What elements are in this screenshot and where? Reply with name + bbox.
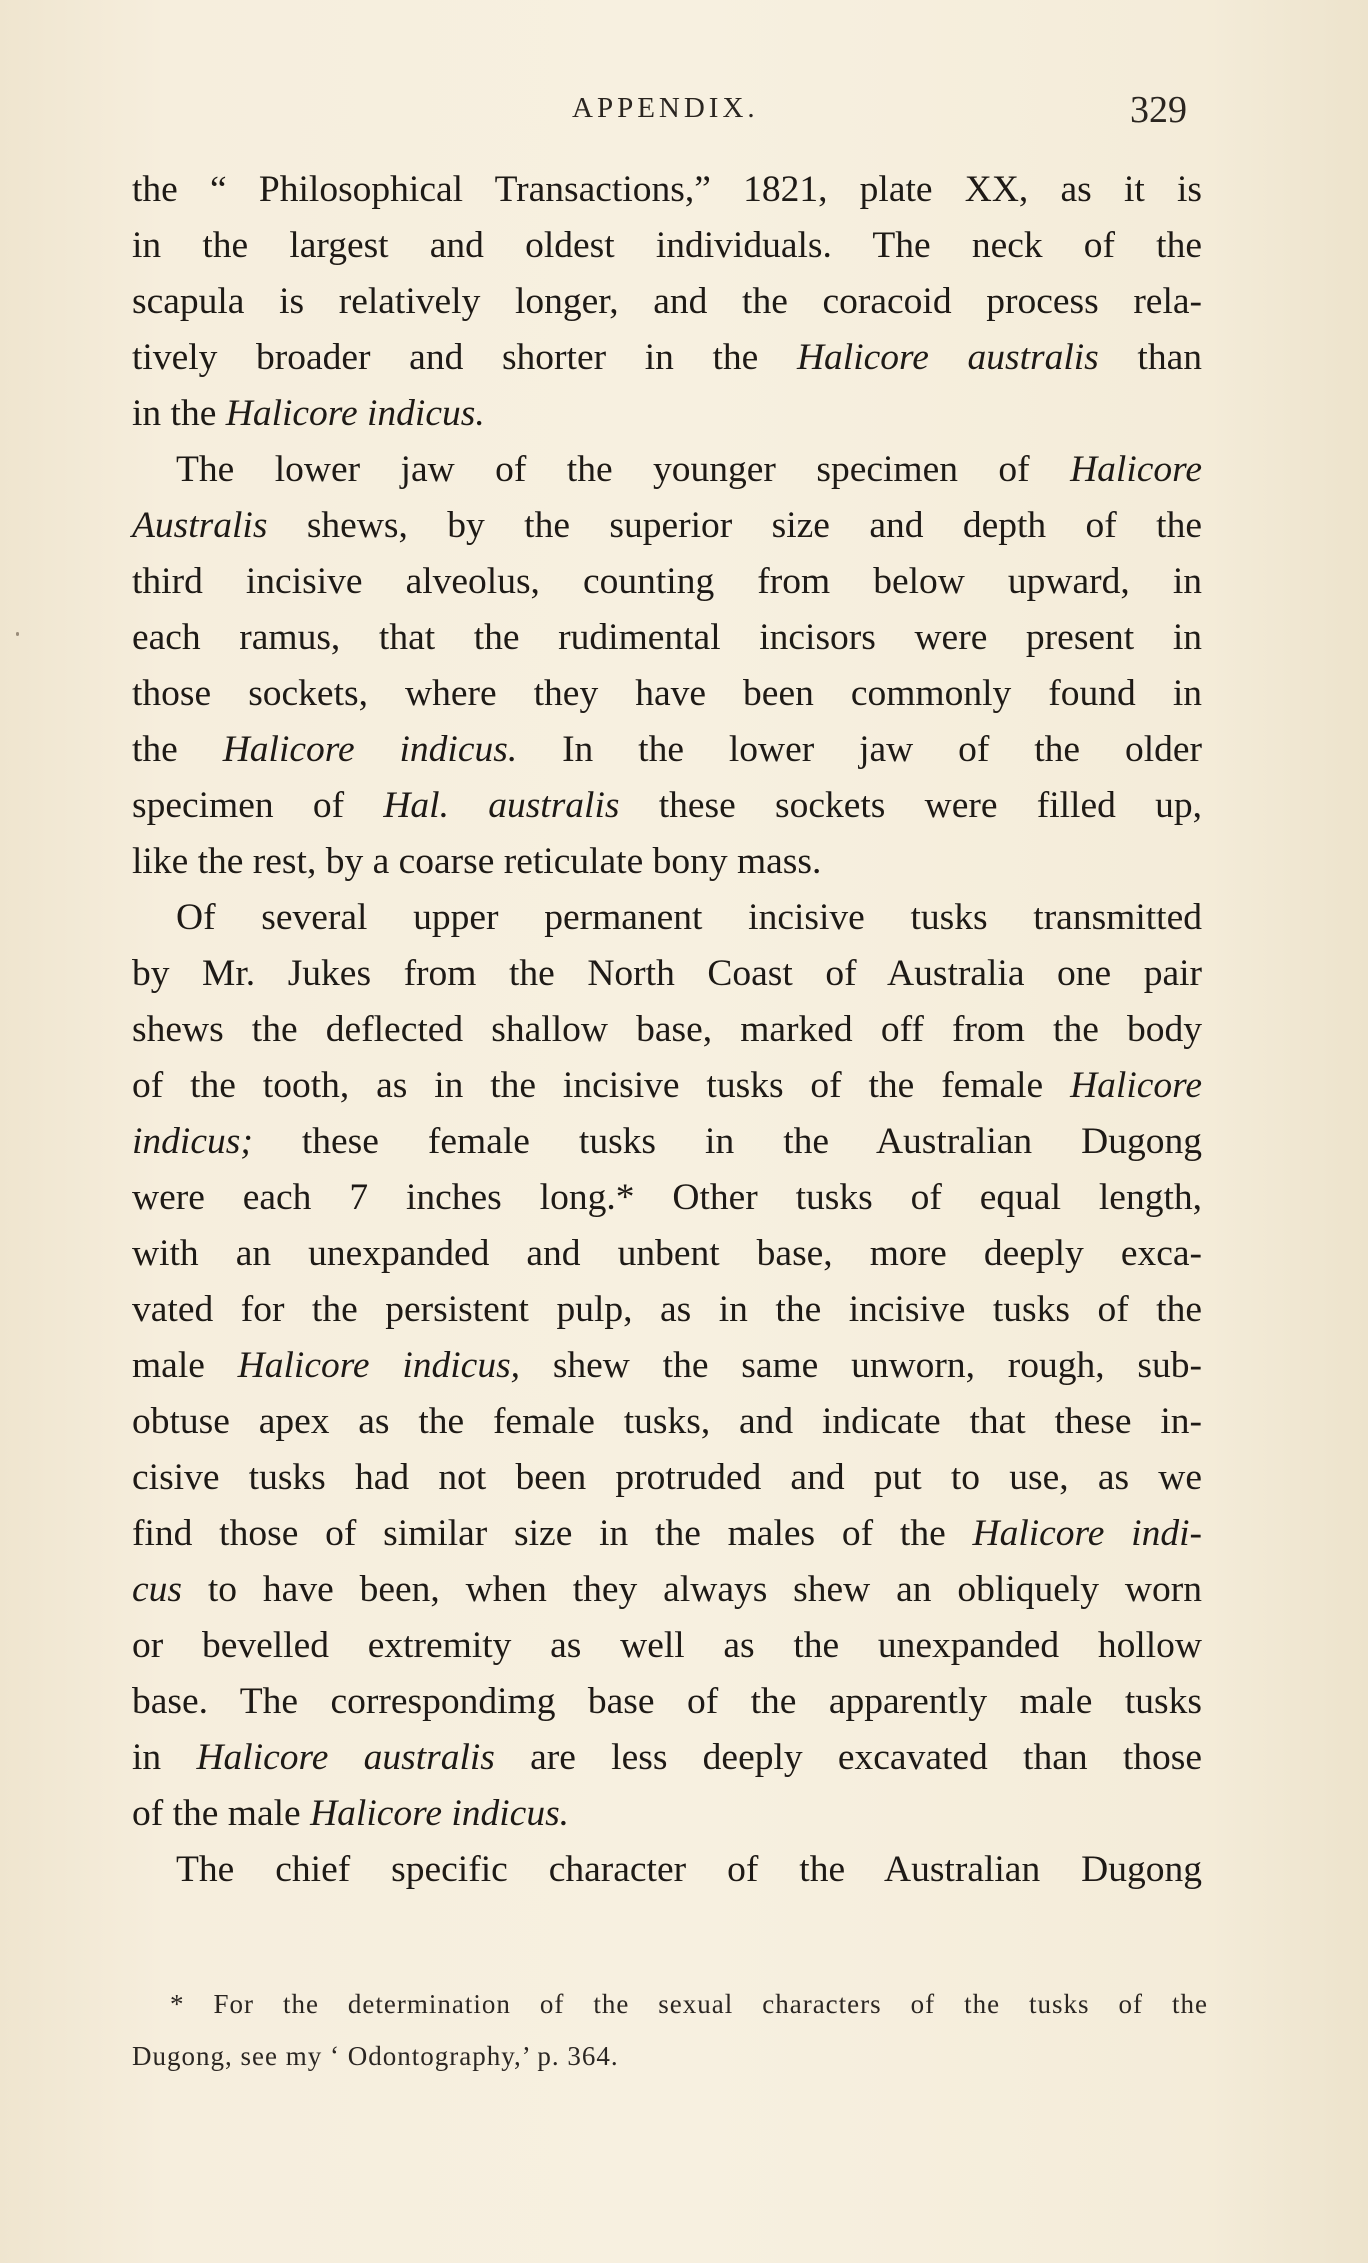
text-run: obtuse apex as the female tusks, and indicate that these in- <box>132 1401 1202 1442</box>
text-line <box>132 1338 1202 1394</box>
text-run: tively broader and shorter in the <box>132 337 797 378</box>
text-run: were each 7 inches long.* Other tusks of equal length, <box>132 1177 1202 1218</box>
paper-speck <box>16 632 19 636</box>
text-run: base. The correspondimg base of the apparently male tusks <box>132 1681 1202 1722</box>
text-run: these female tusks in the Australian Dugong <box>252 1121 1202 1162</box>
text-run: like the rest, by a coarse reticulate bony mass. <box>132 841 822 882</box>
text-run: male <box>132 1345 238 1386</box>
text-run: The lower jaw of the younger specimen of <box>176 449 1071 490</box>
text-run: those sockets, where they have been commonly found in <box>132 673 1202 714</box>
footnote <box>132 1978 1208 2082</box>
text-run: In the lower jaw of the older <box>517 729 1202 770</box>
text-line <box>132 386 1202 442</box>
text-line <box>132 1786 1202 1842</box>
text-line <box>132 834 1202 890</box>
text-run: or bevelled extremity as well as the unexpanded hollow <box>132 1625 1202 1666</box>
italic-term: cus <box>132 1569 182 1610</box>
text-line <box>132 498 1202 554</box>
text-line <box>132 1170 1202 1226</box>
text-run: find those of similar size in the males of the <box>132 1513 973 1554</box>
italic-term: indicus; <box>132 1121 253 1162</box>
running-title: APPENDIX. <box>572 92 759 124</box>
text-line <box>132 1730 1202 1786</box>
text-run: shews the deflected shallow base, marked off from the body <box>132 1009 1202 1050</box>
text-run: specimen of <box>132 785 384 826</box>
italic-term: Australis <box>132 505 268 546</box>
text-line <box>132 1618 1202 1674</box>
text-line <box>132 1114 1202 1170</box>
text-line <box>132 1674 1202 1730</box>
text-line <box>132 1058 1202 1114</box>
text-line <box>132 1506 1202 1562</box>
text-run: than <box>1098 337 1202 378</box>
text-line <box>132 218 1202 274</box>
text-run: in the <box>132 393 226 434</box>
text-run: are less deeply excavated than those <box>494 1737 1203 1778</box>
text-line <box>132 274 1202 330</box>
text-line <box>132 1394 1202 1450</box>
text-run: Of several upper permanent incisive tusks transmitted <box>176 897 1202 938</box>
italic-term: Hal. australis <box>383 785 620 826</box>
footnote-line: Dugong, see my ‘ Odontography,’ p. 364. <box>132 2041 619 2071</box>
text-line <box>132 1842 1202 1898</box>
text-line <box>132 666 1202 722</box>
italic-term: Halicore australis <box>196 1737 495 1778</box>
text-run: cisive tusks had not been protruded and put to use, as we <box>132 1457 1202 1498</box>
text-line <box>132 1562 1202 1618</box>
text-line <box>132 1282 1202 1338</box>
text-run: third incisive alveolus, counting from below upward, in <box>132 561 1202 602</box>
italic-term: Halicore indi- <box>972 1513 1202 1554</box>
text-run: by Mr. Jukes from the North Coast of Australia one pair <box>132 953 1202 994</box>
text-run: in <box>132 1737 197 1778</box>
text-run: scapula is relatively longer, and the coracoid process rela- <box>132 281 1202 322</box>
italic-term: Halicore <box>1070 1065 1202 1106</box>
text-run: in the largest and oldest individuals. The neck of the <box>132 225 1202 266</box>
page-number: 329 <box>1130 89 1187 131</box>
text-run: shew the same unworn, rough, sub- <box>520 1345 1202 1386</box>
text-line <box>132 946 1202 1002</box>
text-line <box>132 610 1202 666</box>
italic-term: Halicore indicus. <box>310 1793 570 1834</box>
text-run: vated for the persistent pulp, as in the incisive tusks of the <box>132 1289 1202 1330</box>
text-run: of the tooth, as in the incisive tusks of the female <box>132 1065 1071 1106</box>
text-line <box>132 330 1202 386</box>
text-run: with an unexpanded and unbent base, more deeply exca- <box>132 1233 1202 1274</box>
footnote-line: * For the determination of the sexual characters of the tusks of the <box>170 1989 1208 2019</box>
text-line <box>132 554 1202 610</box>
running-head <box>0 89 1368 142</box>
italic-term: Halicore indicus, <box>237 1345 521 1386</box>
italic-term: Halicore <box>1070 449 1202 490</box>
italic-term: Halicore indicus. <box>225 393 485 434</box>
text-run: shews, by the superior size and depth of the <box>267 505 1202 546</box>
text-line <box>132 890 1202 946</box>
text-line <box>132 1226 1202 1282</box>
body-text <box>132 162 1202 1898</box>
text-run: The chief specific character of the Australian Dugong <box>176 1849 1202 1890</box>
text-run: each ramus, that the rudimental incisors were present in <box>132 617 1202 658</box>
italic-term: Halicore indicus. <box>222 729 518 770</box>
text-line <box>132 442 1202 498</box>
text-line <box>132 1002 1202 1058</box>
text-line <box>132 1450 1202 1506</box>
text-run: to have been, when they always shew an obliquely worn <box>182 1569 1202 1610</box>
text-run: the <box>132 729 223 770</box>
text-run: of the male <box>132 1793 311 1834</box>
text-run: the “ Philosophical Transactions,” 1821, plate XX, as it is <box>132 169 1202 210</box>
text-line <box>132 722 1202 778</box>
text-line <box>132 778 1202 834</box>
text-line <box>132 162 1202 218</box>
text-run: these sockets were filled up, <box>619 785 1202 826</box>
italic-term: Halicore australis <box>796 337 1099 378</box>
